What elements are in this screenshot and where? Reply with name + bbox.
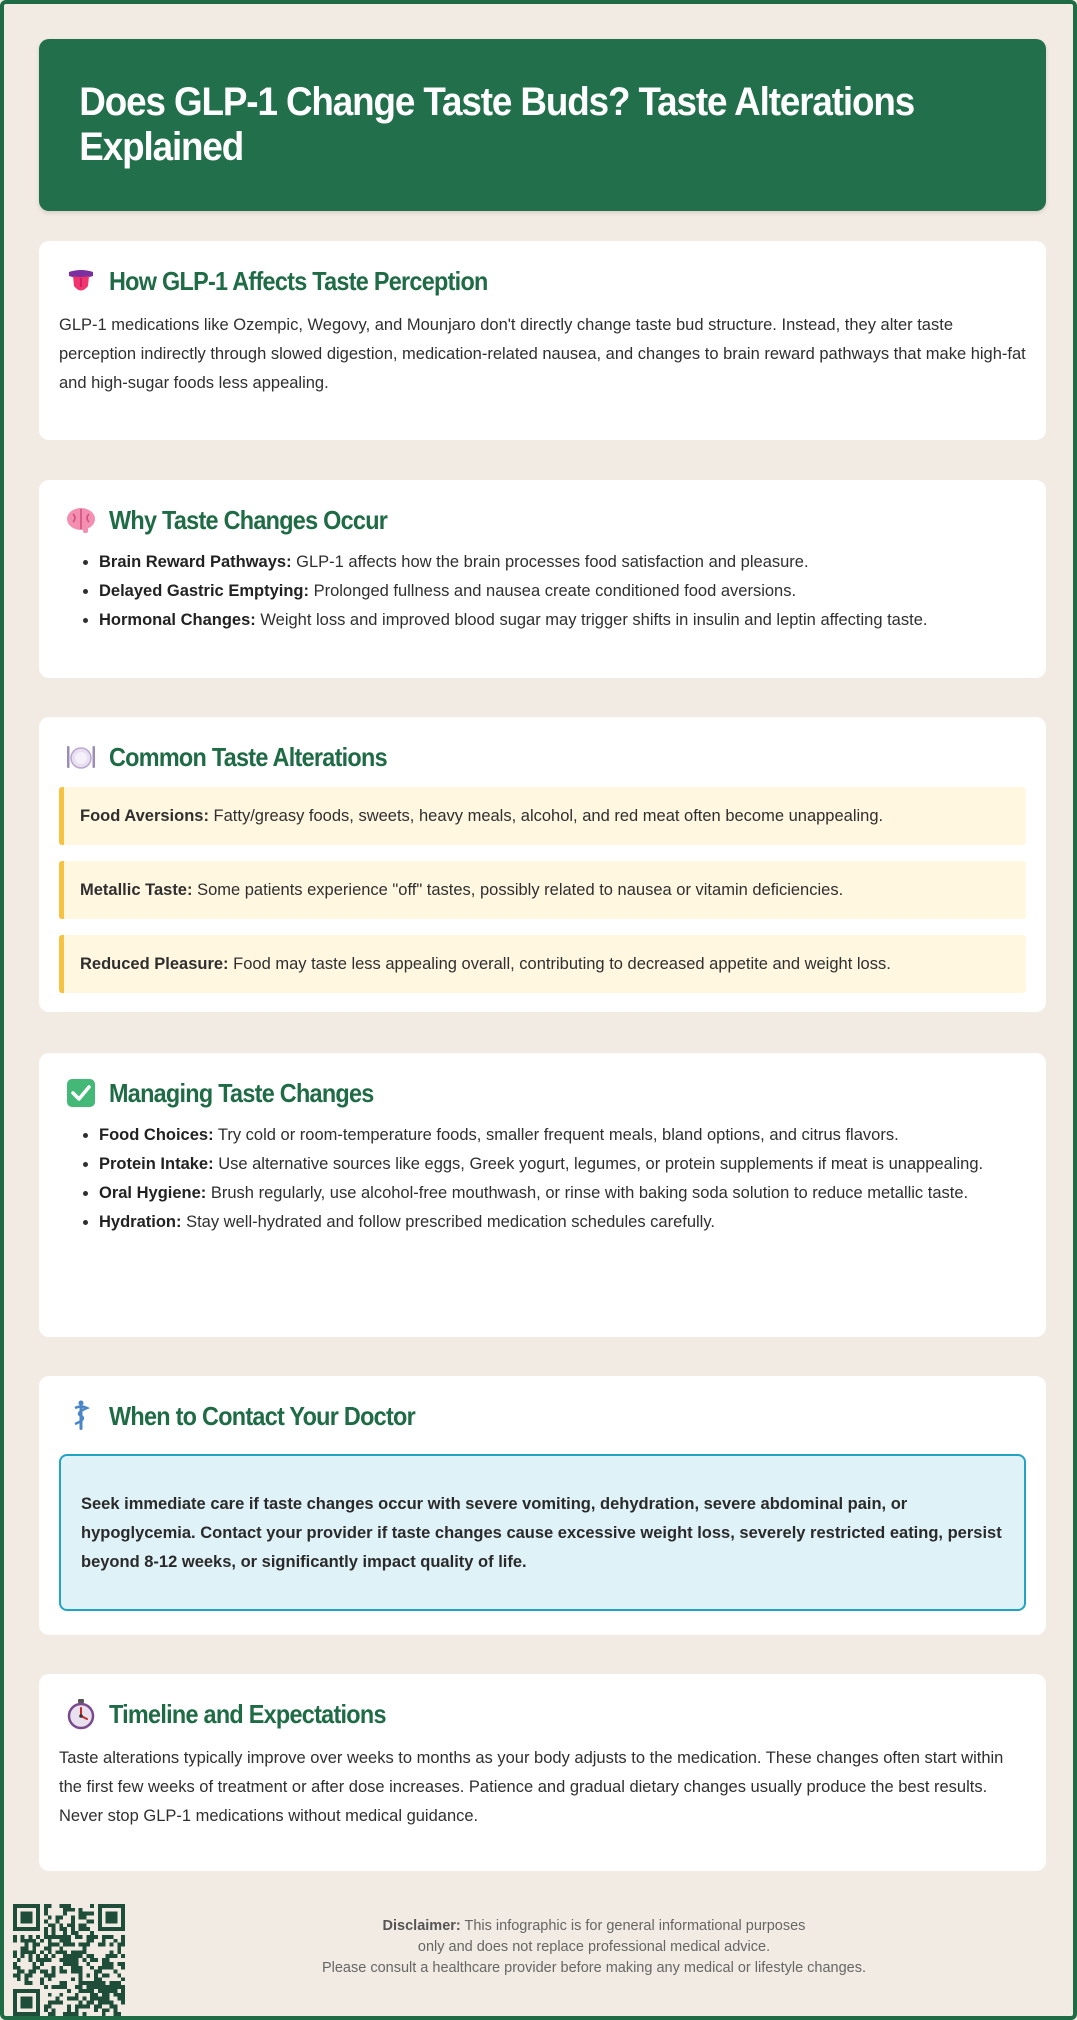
section-title: When to Contact Your Doctor <box>109 1400 415 1431</box>
medical-icon <box>63 1398 99 1434</box>
qr-code[interactable] <box>12 1904 126 2016</box>
section-title: Managing Taste Changes <box>109 1077 374 1108</box>
section-title: Common Taste Alterations <box>109 741 387 772</box>
page-title: Does GLP-1 Change Taste Buds? Taste Alterations Explained <box>79 80 915 169</box>
section-why <box>39 480 1046 678</box>
list-item: • Brain Reward Pathways: GLP-1 affects how the brain processes food satisfaction and pleasure. <box>99 548 1026 577</box>
section-header <box>63 1396 1026 1436</box>
list-item: • Protein Intake: Use alternative sources like eggs, Greek yogurt, legumes, or protein supplements if meat is unappealing. <box>99 1150 1026 1179</box>
plate-icon <box>63 739 99 775</box>
section-header <box>63 1694 1026 1734</box>
section-text: Taste alterations typically improve over weeks to months as your body adjusts to the medication. These changes often start within the first few weeks of treatment or after dose increases. Patience and gradual dietary changes usually produce the best results. Never stop GLP-1 medications without medical guidance. <box>59 1749 1004 1825</box>
list-item: • Food Choices: Try cold or room-temperature foods, smaller frequent meals, bland options, and citrus flavors. <box>99 1121 1026 1150</box>
alert-text: Seek immediate care if taste changes occur with severe vomiting, dehydration, severe abdominal pain, or hypoglycemia. Contact your provider if taste changes cause excessive weight loss, severely restricted eating, persist beyond 8-12 weeks, or significantly impact quality of life. <box>81 1495 1002 1571</box>
list-item: • Oral Hygiene: Brush regularly, use alcohol-free mouthwash, or rinse with baking soda solution to reduce metallic taste. <box>99 1179 1026 1208</box>
stopwatch-icon <box>63 1696 99 1732</box>
section-header <box>63 737 1026 777</box>
section-timeline <box>39 1674 1046 1871</box>
alteration-reduced-pleasure: Reduced Pleasure: Food may taste less appealing overall, contributing to decreased appetite and weight loss. <box>59 935 1026 993</box>
section-header <box>63 261 1026 301</box>
section-affects <box>39 241 1046 440</box>
section-common <box>39 717 1046 1012</box>
footer <box>4 1904 1077 2019</box>
list-item: • Delayed Gastric Emptying: Prolonged fullness and nausea create conditioned food aversions. <box>99 577 1026 606</box>
tongue-icon <box>63 263 99 299</box>
section-title: How GLP-1 Affects Taste Perception <box>109 265 488 296</box>
list-item: • Hydration: Stay well-hydrated and follow prescribed medication schedules carefully. <box>99 1208 1026 1237</box>
disclaimer: Disclaimer: This infographic is for general informational purposes only and does not replace professional medical advice. Please consult a healthcare provider before making any medical or lifestyle changes. <box>321 1918 867 1976</box>
section-title: Why Taste Changes Occur <box>109 504 388 535</box>
alteration-food-aversions: Food Aversions: Fatty/greasy foods, sweets, heavy meals, alcohol, and red meat often become unappealing. <box>59 787 1026 845</box>
section-managing <box>39 1053 1046 1337</box>
section-header <box>63 1073 1026 1113</box>
section-text: GLP-1 medications like Ozempic, Wegovy, and Mounjaro don't directly change taste bud structure. Instead, they alter taste perception indirectly through slowed digestion, medication-related nausea, and changes to brain reward pathways that make high-fat and high-sugar foods less appealing. <box>59 316 1026 392</box>
section-header <box>63 500 1026 540</box>
title-banner <box>39 39 1046 211</box>
brain-icon <box>63 502 99 538</box>
list-item: • Hormonal Changes: Weight loss and improved blood sugar may trigger shifts in insulin and leptin affecting taste. <box>99 606 1026 635</box>
alteration-metallic-taste: Metallic Taste: Some patients experience "off" tastes, possibly related to nausea or vitamin deficiencies. <box>59 861 1026 919</box>
tips-list <box>59 1121 1026 1237</box>
doctor-alert-box <box>59 1454 1026 1611</box>
section-title: Timeline and Expectations <box>109 1698 386 1729</box>
check-icon <box>63 1075 99 1111</box>
section-doctor <box>39 1376 1046 1635</box>
reasons-list <box>59 548 1026 635</box>
